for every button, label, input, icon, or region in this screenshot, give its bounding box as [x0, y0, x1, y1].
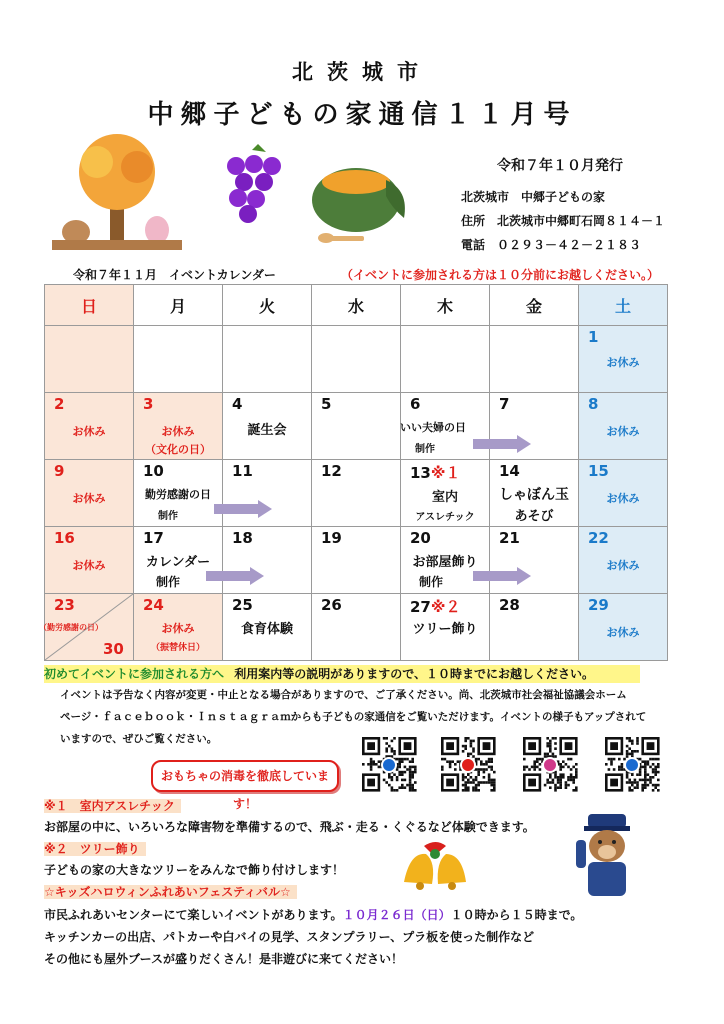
weekday-wed: 水 — [312, 285, 401, 326]
newsletter-title: 中郷子どもの家通信１１月号 — [147, 100, 577, 130]
day-number: 28 — [499, 596, 520, 614]
day-cell — [579, 594, 668, 661]
qr-youtube-icon[interactable] — [440, 736, 496, 794]
grapes-icon — [222, 142, 288, 224]
event-label: いい夫婦の日 — [400, 421, 466, 434]
closed-label: お休み — [606, 492, 640, 505]
qr-facebook-icon[interactable] — [604, 736, 660, 794]
day-number: 18 — [232, 529, 253, 547]
holiday-note: （勤労感謝の日） — [39, 623, 103, 632]
issue-date: 令和７年１０月発行 — [497, 158, 623, 174]
day-number — [410, 462, 460, 483]
day-number: 2 — [54, 395, 65, 413]
pumpkin-icon — [304, 150, 414, 248]
event-date: １０月２６日（日） — [342, 908, 451, 922]
day-number: 12 — [321, 462, 342, 480]
day-cell — [134, 460, 223, 527]
day-cell — [45, 326, 134, 393]
day-cell — [401, 393, 490, 460]
closed-label: お休み — [72, 492, 106, 505]
day-number: 16 — [54, 529, 75, 547]
event-label: あそび — [514, 509, 554, 524]
closed-label: お休み — [606, 626, 640, 639]
qr-instagram-icon[interactable] — [522, 736, 578, 794]
day-number: 22 — [588, 529, 609, 547]
day-cell — [579, 527, 668, 594]
day-cell — [490, 460, 579, 527]
closed-label: お休み — [72, 559, 106, 572]
day-cell — [312, 326, 401, 393]
day-cell — [45, 460, 134, 527]
section-body: 子どもの家の大きなツリーをみんなで飾り付けします！ — [44, 863, 345, 877]
banner-text: 利用案内等の説明がありますので、１０時までにお越しください。 — [234, 667, 594, 681]
phone-line — [461, 236, 641, 253]
day-number-text: 27 — [410, 598, 431, 616]
day-cell — [490, 326, 579, 393]
toy-disinfection-notice: おもちゃの消毒を徹底しています！ — [151, 760, 339, 792]
day-cell — [312, 594, 401, 661]
day-number: 6 — [410, 395, 421, 413]
day-cell — [45, 393, 134, 460]
day-number: 15 — [588, 462, 609, 480]
day-number: 1 — [588, 328, 599, 346]
day-number: 9 — [54, 462, 65, 480]
notice-line: イベントは予告なく内容が変更・中止となる場合がありますので、ご了承ください。尚、北茨城市社会福祉協議会ホーム — [60, 689, 627, 701]
section-title: ※２ ツリー飾り — [44, 842, 146, 856]
closed-label: お休み — [606, 559, 640, 572]
day-number: 14 — [499, 462, 520, 480]
day-number: 4 — [232, 395, 243, 413]
day-cell — [579, 393, 668, 460]
day-cell — [134, 326, 223, 393]
section-athletic — [44, 797, 181, 815]
day-cell — [312, 460, 401, 527]
weekday-fri: 金 — [490, 285, 579, 326]
day-number: 8 — [588, 395, 599, 413]
day-number: 26 — [321, 596, 342, 614]
day-cell — [490, 594, 579, 661]
day-number: 23 — [54, 596, 75, 614]
closed-label: お休み — [161, 425, 195, 438]
event-label: ツリー飾り — [412, 622, 478, 637]
event-label: 誕生会 — [247, 423, 287, 438]
phone-label: 電話 — [461, 238, 486, 252]
day-cell — [223, 393, 312, 460]
police-dog-icon — [572, 810, 642, 900]
event-label: 室内 — [431, 490, 458, 505]
qr-code-icon[interactable] — [361, 736, 417, 794]
day-number: 25 — [232, 596, 253, 614]
notice-line: ページ・ｆａｃｅｂｏｏｋ・Ｉｎｓｔａｇｒａｍからも子どもの家通信をご覧いただけます。イベントの様子もアップされて — [60, 711, 647, 723]
day-number: 29 — [588, 596, 609, 614]
section-title: ☆キッズハロウィンふれあいフェスティバル☆ — [44, 885, 297, 899]
weekday-mon: 月 — [134, 285, 223, 326]
day-cell — [401, 460, 490, 527]
calendar-heading: 令和７年１１月 イベントカレンダー — [73, 268, 276, 282]
event-label: 制作 — [155, 575, 180, 589]
day-cell — [223, 527, 312, 594]
day-number-text: 13 — [410, 464, 431, 482]
event-label: アスレチック — [415, 512, 475, 523]
day-number: 17 — [143, 529, 164, 547]
weekday-sun: 日 — [45, 285, 134, 326]
closed-label: お休み — [606, 425, 640, 438]
day-cell — [490, 393, 579, 460]
weekday-sat: 土 — [579, 285, 668, 326]
section-tree — [44, 840, 146, 858]
day-number: 21 — [499, 529, 520, 547]
closed-label: お休み — [72, 425, 106, 438]
day-cell — [134, 393, 223, 460]
day-number: 20 — [410, 529, 431, 547]
day-cell — [401, 527, 490, 594]
closed-label: お休み — [161, 622, 195, 635]
event-label: 制作 — [418, 575, 443, 589]
address-label: 住所 — [461, 214, 486, 228]
day-cell — [490, 527, 579, 594]
body-text: １０時から１５時まで。 — [450, 908, 583, 922]
day-cell — [223, 326, 312, 393]
event-label: 勤労感謝の日 — [145, 488, 211, 501]
day-number: 11 — [232, 462, 253, 480]
day-cell — [134, 594, 223, 661]
event-label: 食育体験 — [240, 622, 293, 637]
event-label: 制作 — [158, 511, 178, 522]
section-body: キッチンカーの出店、パトカーや白バイの見学、スタンプラリー、プラ板を使った制作など — [44, 930, 535, 944]
day-cell — [401, 594, 490, 661]
section-halloween — [44, 883, 297, 901]
notice-line: いますので、ぜひご覧ください。 — [60, 733, 218, 745]
day-cell — [39, 594, 134, 661]
day-number: 3 — [143, 395, 154, 413]
day-cell — [223, 594, 312, 661]
day-number: 5 — [321, 395, 332, 413]
section-title: ※１ 室内アスレチック — [44, 799, 181, 813]
weekday-tue: 火 — [223, 285, 312, 326]
holiday-note: （文化の日） — [145, 443, 211, 456]
weekday-thu: 木 — [401, 285, 490, 326]
day-number: 7 — [499, 395, 510, 413]
event-label: 制作 — [415, 444, 435, 455]
day-cell — [579, 326, 668, 393]
event-label: しゃぼん玉 — [499, 487, 569, 503]
day-number: 10 — [143, 462, 164, 480]
day-cell — [401, 326, 490, 393]
org-name: 北茨城市 中郷子どもの家 — [461, 190, 606, 204]
banner-heading: 初めてイベントに参加される方へ — [44, 667, 225, 681]
day-number: 24 — [143, 596, 164, 614]
day-number: 30 — [103, 640, 124, 658]
body-text: 市民ふれあいセンターにて楽しいイベントがあります。 — [44, 908, 343, 922]
tree-animals-icon — [52, 132, 182, 252]
address: 北茨城市中郷町石岡８１４－１ — [497, 214, 666, 228]
day-cell — [134, 527, 223, 594]
calendar-note: （イベントに参加される方は１０分前にお越しください。） — [341, 268, 660, 282]
phone: ０２９３－４２－２１８３ — [497, 238, 642, 252]
day-number: 19 — [321, 529, 342, 547]
section-body: その他にも屋外ブースが盛りだくさん！是非遊びに来てください！ — [44, 952, 404, 966]
footnote-mark: ※１ — [430, 464, 461, 482]
section-body — [44, 906, 582, 923]
footnote-mark: ※２ — [430, 598, 461, 616]
event-label: カレンダー — [145, 555, 211, 570]
bells-icon — [396, 832, 474, 896]
day-cell — [45, 527, 134, 594]
day-cell — [579, 460, 668, 527]
event-label: お部屋飾り — [412, 555, 478, 570]
closed-label: お休み — [606, 356, 640, 369]
day-number — [410, 596, 460, 617]
holiday-note: （振替休日） — [150, 643, 205, 653]
city-name: 北茨城市 — [292, 60, 432, 84]
first-time-banner — [44, 665, 640, 683]
event-calendar — [39, 284, 668, 661]
address-line — [461, 212, 665, 229]
day-cell — [223, 460, 312, 527]
section-body: お部屋の中に、いろいろな障害物を準備するので、飛ぶ・走る・くぐるなど体験できます。 — [44, 820, 535, 834]
